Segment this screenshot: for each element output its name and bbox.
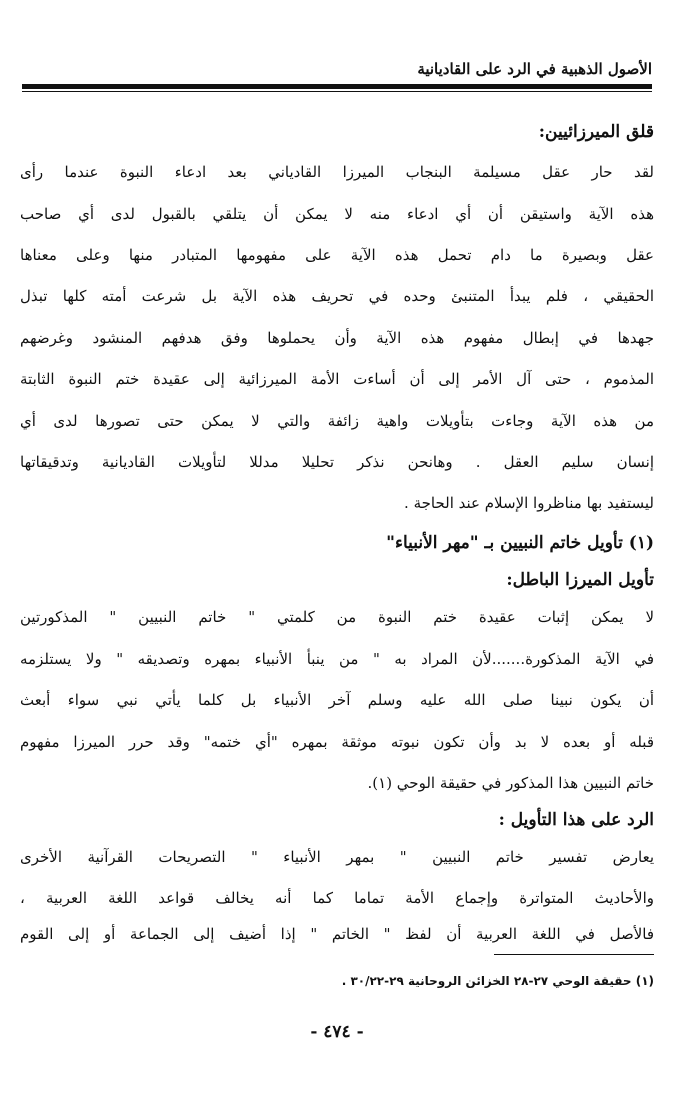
footnote-divider — [494, 954, 654, 955]
paragraph-line: جهدها في إبطال مفهوم هذه الآية وأن يحملوها وفق هدفهم المنشود وغرضهم — [20, 329, 654, 347]
paragraph-line: خاتم النبيين هذا المذكور في حقيقة الوحي (١). — [367, 774, 654, 792]
subsection-heading: تأويل الميرزا الباطل: — [506, 570, 654, 590]
header-rule-thick — [22, 84, 652, 89]
page-number: - ٤٧٤ - — [310, 1022, 364, 1042]
paragraph-line: يعارض تفسير خاتم النبيين " بمهر الأنبياء " التصريحات القرآنية الأخرى — [20, 848, 654, 866]
running-header: الأصول الذهبية في الرد على القاديانية — [417, 60, 652, 78]
paragraph-line: فالأصل في اللغة العربية أن لفظ " الخاتم " إذا أضيف إلى الجماعة أو إلى القوم — [20, 925, 654, 943]
paragraph-line: قبله أو بعده لا بد وأن تكون نبوته موثقة بمهره "أي ختمه" وقد حرر الميرزا مفهوم — [20, 733, 654, 751]
paragraph-line: الحقيقي ، فلم يبدأ المتنبئ وحده في تحريف هذه الآية بل شرعت أمته كلها تبذل — [20, 287, 654, 305]
paragraph-line: والأحاديث المتواترة وإجماع الأمة تماما كما أنه يخالف قواعد اللغة العربية ، — [20, 889, 654, 907]
paragraph-line: في الآية المذكورة.......لأن المراد به " من ينبأ الأنبياء بمهره وتصديقه " ولا يستلزمه — [20, 650, 654, 668]
paragraph-line: إنسان سليم العقل . وهانحن نذكر تحليلا مدللا لتأويلات القاديانية وتدقيقاتها — [20, 453, 654, 471]
paragraph-line: لا يمكن إثبات عقيدة ختم النبوة من كلمتي " خاتم النبيين " المذكورتين — [20, 608, 654, 626]
paragraph-line: من هذه الآية وجاءت بتأويلات واهية زائفة والتي لا يمكن حتى تصورها لدى أي — [20, 412, 654, 430]
paragraph-line: المذموم ، حتى آل الأمر إلى أن أساءت الأمة الميرزائية إلى عقيدة ختم النبوة الثابتة — [20, 370, 654, 388]
footnote: (١) حقيقة الوحي ٢٧-٢٨ الخزائن الروحانية ٢٩-٣٠/٢٢ . — [341, 974, 654, 988]
section-heading: الرد على هذا التأويل : — [498, 810, 654, 830]
header-rule-thin — [22, 91, 652, 92]
paragraph-line: هذه الآية واستيقن أن أي ادعاء منه لا يمكن أن يتلقي بالقبول لدى أي صاحب — [20, 205, 654, 223]
section-heading: قلق الميرزائيين: — [538, 122, 654, 142]
paragraph-line: عقل وبصيرة ما دام تحمل هذه الآية على مفهومها المتبادر منها وعلى معناها — [20, 246, 654, 264]
section-heading: (١) تأويل خاتم النبيين بـ "مهر الأنبياء" — [386, 533, 654, 553]
paragraph-line: لقد حار عقل مسيلمة البنجاب الميرزا القادياني بعد ادعاء النبوة عندما رأى — [20, 163, 654, 181]
paragraph-line: أن يكون نبينا صلى الله عليه وسلم آخر الأنبياء بل كلما يأتي نبي سواء أبعث — [20, 691, 654, 709]
paragraph-line: ليستفيد بها مناظروا الإسلام عند الحاجة . — [404, 494, 654, 512]
